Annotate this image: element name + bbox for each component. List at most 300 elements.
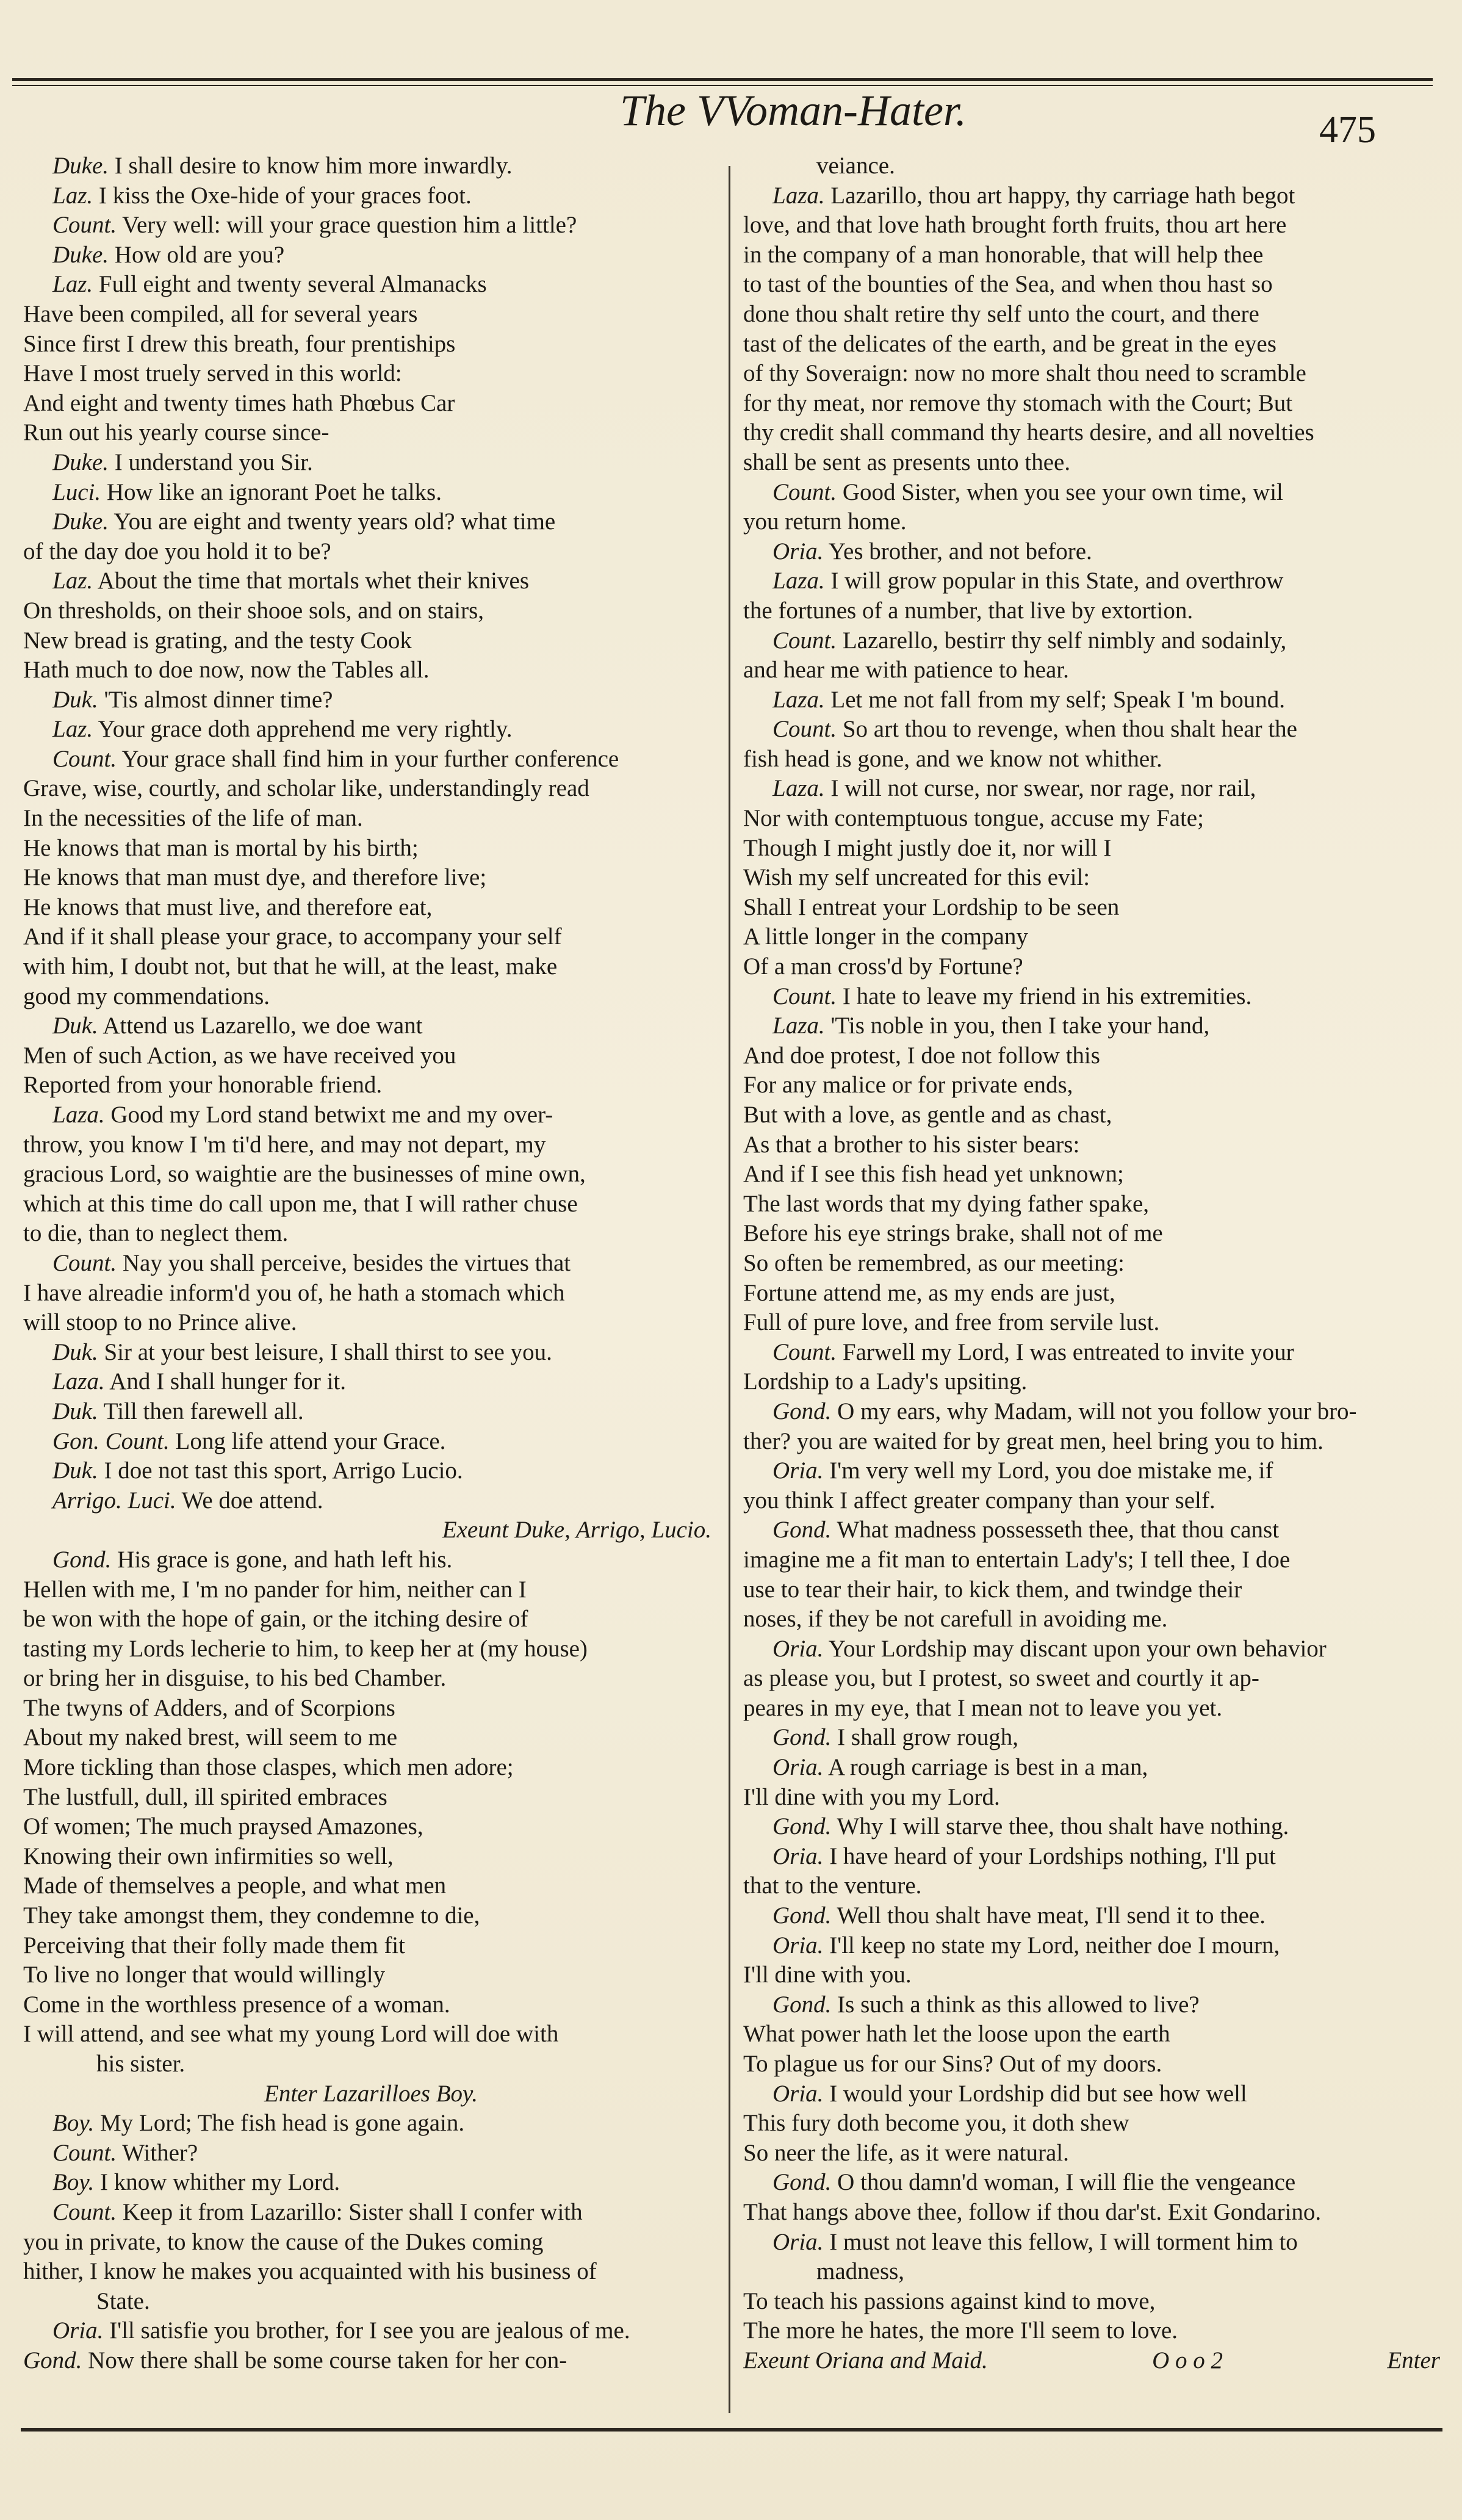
text-line [743,1338,1440,1368]
column-divider [729,166,730,2413]
text-line [23,1515,719,1545]
speaker-name: Count. [772,716,837,743]
line-text: Nay you shall perceive, besides the virtues that [122,1249,571,1276]
text-line [23,1901,719,1931]
text-line [23,478,719,508]
speaker-name: Count. [52,212,117,239]
text-line [23,774,719,804]
line-text: Though I might justly doe it, nor will I [743,834,1112,861]
text-line [23,389,719,419]
line-text: Grave, wise, courtly, and scholar like, understandingly read [23,775,589,802]
line-text: Shall I entreat your Lordship to be seen [743,894,1120,920]
line-text: of thy Soveraign: now no more shalt thou need to scramble [743,360,1306,387]
line-text: Lazarillo, thou art happy, thy carriage hath begot [830,182,1295,209]
line-text: noses, if they be not carefull in avoiding me. [743,1606,1168,1633]
line-text: or bring her in disguise, to his bed Chamber. [23,1665,447,1692]
line-text: They take amongst them, they condemne to die, [23,1902,480,1929]
line-text: I doe not tast this sport, Arrigo Lucio. [104,1457,463,1484]
text-line [23,626,719,656]
speaker-name: Count. [52,2198,117,2225]
line-text: How like an ignorant Poet he talks. [106,478,442,505]
text-line [23,952,719,982]
text-line [743,1931,1440,1961]
line-text: Your grace doth apprehend me very rightly. [98,716,513,743]
text-line [743,1694,1440,1724]
text-line [743,1249,1440,1279]
speaker-name: Laza. [772,182,825,209]
speaker-name: Count. [772,1338,837,1365]
line-text: I have heard of your Lordships nothing, I'll put [829,1843,1276,1869]
text-line [23,1931,719,1961]
line-text: Sir at your best leisure, I shall thirst to see you. [104,1338,552,1365]
text-line [743,922,1440,952]
text-line [743,982,1440,1012]
text-line [23,1694,719,1724]
line-text: He knows that man is mortal by his birth; [23,834,419,861]
line-text: Why I will starve thee, thou shalt have nothing. [837,1813,1289,1840]
text-line [23,2049,719,2079]
line-text: I shall grow rough, [837,1724,1018,1751]
text-line [23,1783,719,1813]
speaker-name: Oria. [772,2228,824,2255]
line-text: Wither? [122,2139,198,2166]
text-line [743,1575,1440,1605]
line-text: I will grow popular in this State, and overthrow [830,568,1284,594]
line-text: shall be sent as presents unto thee. [743,449,1071,475]
text-line [23,2198,719,2228]
text-line [743,1011,1440,1041]
line-text: as please you, but I protest, so sweet and courtly it ap- [743,1665,1259,1692]
speaker-name: Laz. [52,271,93,298]
line-text: ther? you are waited for by great men, heel bring you to him. [743,1428,1323,1454]
speaker-name: Count. [772,983,837,1009]
speaker-name: Oria. [772,1754,824,1781]
text-line [23,2346,719,2376]
line-text: I'll dine with you. [743,1962,912,1988]
text-line [23,211,719,240]
text-line [743,1842,1440,1872]
line-text: O thou damn'd woman, I will flie the vengeance [837,2169,1296,2196]
line-text: And if I see this fish head yet unknown; [743,1161,1124,1188]
line-text: Enter Lazarilloes Boy. [264,2080,478,2107]
line-text: The last words that my dying father spake, [743,1190,1149,1217]
line-text: But with a love, as gentle and as chast, [743,1102,1112,1128]
text-line [743,2079,1440,2109]
line-text: And I shall hunger for it. [109,1368,346,1395]
line-text: What madness possesseth thee, that thou canst [837,1517,1280,1543]
text-line [23,1664,719,1694]
line-text: Before his eye strings brake, shall not of me [743,1220,1163,1247]
line-text: How old are you? [114,241,285,268]
text-line [743,1783,1440,1813]
line-text: In the necessities of the life of man. [23,805,363,832]
text-line [743,1664,1440,1694]
text-line [743,448,1440,478]
text-line [743,626,1440,656]
text-line [23,1456,719,1486]
speaker-name: Gond. [772,2169,832,2196]
signature-mark: O o o 2 [1152,2347,1223,2374]
line-text: with him, I doubt not, but that he will, at the least, make [23,953,558,980]
line-text: The lustfull, dull, ill spirited embraces [23,1783,387,1810]
line-text: Till then farewell all. [103,1398,304,1424]
text-line [23,834,719,864]
line-text: I'll satisfie you brother, for I see you are jealous of me. [109,2317,630,2344]
line-text: He knows that man must dye, and therefore live; [23,864,487,891]
line-text: Farwell my Lord, I was entreated to invite your [842,1338,1294,1365]
line-text: Yes brother, and not before. [828,538,1092,565]
line-text: I hate to leave my friend in his extremities. [842,983,1252,1009]
text-line [743,2049,1440,2079]
line-text: Fortune attend me, as my ends are just, [743,1279,1115,1306]
text-line [23,330,719,359]
speaker-name: Laz. [52,716,93,743]
line-text: To live no longer that would willingly [23,1962,386,1988]
speaker-name: Arrigo. Luci. [52,1487,176,1514]
line-text: his sister. [96,2051,185,2077]
text-line [23,359,719,389]
speaker-name: Oria. [772,1635,824,1662]
speaker-name: Duk. [52,1457,98,1484]
speaker-name: Count. [52,745,117,772]
text-line [743,537,1440,567]
speaker-name: Gond. [772,1724,832,1751]
line-text: O my ears, why Madam, will not you follow your bro- [837,1398,1357,1424]
line-text: Now there shall be some course taken for her con- [88,2347,567,2374]
speaker-name: Laza. [772,775,825,802]
text-line [23,1575,719,1605]
text-line [23,804,719,834]
text-line [23,1190,719,1219]
line-text: And doe protest, I doe not follow this [743,1042,1100,1069]
text-line [743,1308,1440,1338]
line-text: More tickling than those claspes, which men adore; [23,1754,514,1781]
line-text: I'll keep no state my Lord, neither doe I mourn, [829,1932,1280,1959]
line-text: So often be remembred, as our meeting: [743,1249,1125,1276]
text-line [743,1605,1440,1634]
text-line [23,2139,719,2168]
line-text: Reported from your honorable friend. [23,1072,383,1099]
text-line [743,1397,1440,1427]
text-line [743,1190,1440,1219]
left-column [23,151,719,2376]
text-line [743,1070,1440,1100]
text-line [743,1990,1440,2020]
line-text: Have I most truely served in this world: [23,360,402,387]
speaker-name: Gond. [772,1813,832,1840]
line-text: Since first I drew this breath, four prentiships [23,330,456,357]
text-line [743,1960,1440,1990]
line-text: tast of the delicates of the earth, and be great in the eyes [743,330,1277,357]
text-line [23,715,719,745]
line-text: the fortunes of a number, that live by extortion. [743,597,1194,624]
line-text: Men of such Action, as we have received you [23,1042,456,1069]
speaker-name: Luci. [52,478,101,505]
line-text: you return home. [743,508,907,535]
line-text: On thresholds, on their shooe sols, and on stairs, [23,597,484,624]
line-text: I must not leave this fellow, I will torment him to [829,2228,1298,2255]
line-text: will stoop to no Prince alive. [23,1309,297,1336]
text-line [743,1545,1440,1575]
text-line [743,1160,1440,1190]
text-line [743,655,1440,685]
line-text: 'Tis noble in you, then I take your hand, [830,1013,1210,1039]
text-line [743,2257,1440,2287]
line-text: imagine me a fit man to entertain Lady's; I tell thee, I doe [743,1546,1291,1573]
line-text: A little longer in the company [743,923,1028,950]
line-text: I would your Lordship did but see how well [829,2080,1247,2107]
running-title: The VVoman-Hater. [620,86,967,135]
text-line [23,1427,719,1457]
text-line [23,537,719,567]
line-text: His grace is gone, and hath left his. [117,1546,453,1573]
footer-rule [21,2428,1442,2432]
text-line [23,1130,719,1160]
line-text: Is such a think as this allowed to live? [837,1991,1200,2018]
text-line [23,982,719,1012]
text-line [743,1130,1440,1160]
speaker-name: Gond. [52,1546,112,1573]
speaker-name: Oria. [772,1457,824,1484]
text-line [743,1279,1440,1309]
line-text: veiance. [816,153,895,179]
line-text: New bread is grating, and the testy Cook [23,627,412,654]
line-text: that to the venture. [743,1872,922,1899]
line-text: About the time that mortals whet their knives [97,568,530,594]
text-line [743,774,1440,804]
text-line [743,1634,1440,1664]
line-text: I understand you Sir. [114,449,313,475]
line-text: Very well: will your grace question him a little? [122,212,577,239]
line-text: tasting my Lords lecherie to him, to keep her at (my house) [23,1635,588,1662]
speaker-name: Count. [772,627,837,654]
text-line [23,1279,719,1309]
text-line [23,1605,719,1634]
speaker-name: Gond. [772,1517,832,1543]
line-text: I will not curse, nor swear, nor rage, nor rail, [830,775,1256,802]
speaker-name: Laza. [52,1102,105,1128]
text-line [743,1515,1440,1545]
line-text: I'm very well my Lord, you doe mistake me, if [829,1457,1273,1484]
line-text: which at this time do call upon me, that I will rather chuse [23,1190,578,1217]
line-text: Full eight and twenty several Almanacks [98,271,487,298]
speaker-name: Laza. [52,1368,105,1395]
text-line [23,151,719,181]
text-line [23,1249,719,1279]
speaker-name: Boy. [52,2169,95,2196]
speaker-name: Oria. [772,1843,824,1869]
line-text: The more he hates, the more I'll seem to love. [743,2317,1178,2344]
text-line [743,1901,1440,1931]
text-line [23,863,719,893]
text-line [23,745,719,774]
text-line [743,270,1440,300]
line-text: My Lord; The fish head is gone again. [99,2110,465,2137]
line-text: peares in my eye, that I mean not to leave you yet. [743,1694,1223,1721]
line-text: Of a man cross'd by Fortune? [743,953,1023,980]
speaker-name: Laza. [772,686,825,713]
text-line [23,418,719,448]
text-line [743,2198,1440,2228]
line-text: gracious Lord, so waightie are the businesses of mine own, [23,1161,586,1188]
text-line [23,1486,719,1516]
line-text: Come in the worthless presence of a woman. [23,1991,450,2018]
line-text: Exeunt Duke, Arrigo, Lucio. [442,1517,711,1543]
line-text: hither, I know he makes you acquainted with his business of [23,2258,597,2285]
line-text: in the company of a man honorable, that will help thee [743,241,1264,268]
text-line [743,181,1440,211]
catchword: Enter [1387,2347,1440,2374]
text-line [23,1634,719,1664]
text-line [23,1723,719,1753]
line-text: Nor with contemptuous tongue, accuse my Fate; [743,805,1204,832]
line-text: and hear me with patience to hear. [743,657,1069,684]
text-line [743,330,1440,359]
line-text: fish head is gone, and we know not whither. [743,745,1162,772]
text-line [743,1456,1440,1486]
text-line [23,1397,719,1427]
text-line [743,2316,1440,2346]
text-line [23,240,719,270]
text-line [743,1871,1440,1901]
text-line [23,507,719,537]
line-text: For any malice or for private ends, [743,1072,1073,1099]
text-line [23,270,719,300]
text-line [23,1160,719,1190]
text-line [23,1308,719,1338]
line-text: Full of pure love, and free from servile lust. [743,1309,1160,1336]
text-line [23,655,719,685]
line-text: I shall desire to know him more inwardly. [114,153,513,179]
speaker-name: Gon. Count. [52,1428,170,1454]
speaker-name: Duk. [52,1013,98,1039]
text-line [743,240,1440,270]
line-text: Perceiving that their folly made them fit [23,1932,405,1959]
text-line [23,566,719,596]
text-line [743,715,1440,745]
text-line [23,1960,719,1990]
line-text: Lordship to a Lady's upsiting. [743,1368,1028,1395]
page-footer [743,2346,1440,2376]
text-line [743,1812,1440,1842]
line-text: This fury doth become you, it doth shew [743,2110,1129,2137]
line-text: Hellen with me, I 'm no pander for him, neither can I [23,1576,527,1603]
line-text: Of women; The much praysed Amazones, [23,1813,423,1840]
page-number: 475 [1319,109,1376,151]
text-line [743,151,1440,181]
line-text: The twyns of Adders, and of Scorpions [23,1694,395,1721]
line-text: About my naked brest, will seem to me [23,1724,398,1751]
text-line [23,300,719,330]
line-text: So neer the life, as it were natural. [743,2139,1069,2166]
line-text: love, and that love hath brought forth fruits, thou art here [743,212,1287,239]
text-line [743,1367,1440,1397]
text-line [743,1219,1440,1249]
speaker-name: Gond. [772,1902,832,1929]
text-line [23,181,719,211]
exit-direction: Exeunt Oriana and Maid. [743,2347,988,2374]
speaker-name: Oria. [772,1932,824,1959]
line-text: Knowing their own infirmities so well, [23,1843,394,1869]
text-line [23,2316,719,2346]
text-line [743,1100,1440,1130]
text-line [743,211,1440,240]
text-line [743,745,1440,774]
speaker-name: Boy. [52,2110,95,2137]
text-line [23,1041,719,1071]
speaker-name: Laza. [772,1013,825,1039]
line-text: Your Lordship may discant upon your own behavior [828,1635,1327,1662]
line-text: Well thou shalt have meat, I'll send it to thee. [837,1902,1266,1929]
text-line [743,596,1440,626]
speaker-name: Oria. [772,538,824,565]
text-line [23,2168,719,2198]
text-line [743,2139,1440,2168]
text-line [743,566,1440,596]
speaker-name: Laz. [52,182,93,209]
line-text: Run out his yearly course since- [23,419,329,446]
line-text: To plague us for our Sins? Out of my doors. [743,2051,1162,2077]
speaker-name: Count. [52,2139,117,2166]
header-rule [12,78,1433,81]
text-line [23,2228,719,2258]
line-text: I will attend, and see what my young Lord will doe with [23,2021,559,2048]
text-line [743,863,1440,893]
line-text: Good my Lord stand betwixt me and my over- [110,1102,553,1128]
text-line [23,1812,719,1842]
line-text: you think I affect greater company than your self. [743,1487,1215,1514]
speaker-name: Duk. [52,1338,98,1365]
text-line [23,1011,719,1041]
line-text: madness, [816,2258,905,2285]
text-line [23,922,719,952]
text-line [743,359,1440,389]
text-line [743,952,1440,982]
line-text: Your grace shall find him in your further conference [121,745,619,772]
text-line [743,418,1440,448]
line-text: Lazarello, bestirr thy self nimbly and sodainly, [842,627,1287,654]
text-line [743,478,1440,508]
text-line [743,1041,1440,1071]
speaker-name: Oria. [772,2080,824,2107]
text-line [743,685,1440,715]
text-line [23,1100,719,1130]
line-text: That hangs above thee, follow if thou dar'st. Exit Gondarino. [743,2198,1322,2225]
speaker-name: Gond. [23,2347,82,2374]
text-line [23,1367,719,1397]
text-line [23,1842,719,1872]
speaker-name: Count. [772,478,837,505]
text-line [743,834,1440,864]
line-text: I'll dine with you my Lord. [743,1783,1000,1810]
line-text: done thou shalt retire thy self unto the court, and there [743,300,1259,327]
text-line [23,2079,719,2109]
text-line [743,2287,1440,2317]
text-line [743,2020,1440,2049]
line-text: I have alreadie inform'd you of, he hath a stomach which [23,1279,565,1306]
speaker-name: Duke. [52,153,109,179]
line-text: use to tear their hair, to kick them, and twindge their [743,1576,1242,1603]
line-text: of the day doe you hold it to be? [23,538,331,565]
speaker-name: Duke. [52,449,109,475]
line-text: thy credit shall command thy hearts desire, and all novelties [743,419,1314,446]
text-line [23,2109,719,2139]
line-text: State. [96,2287,150,2314]
text-line [743,2168,1440,2198]
text-line [743,1723,1440,1753]
line-text: I know whither my Lord. [99,2169,340,2196]
speaker-name: Count. [52,1249,117,1276]
